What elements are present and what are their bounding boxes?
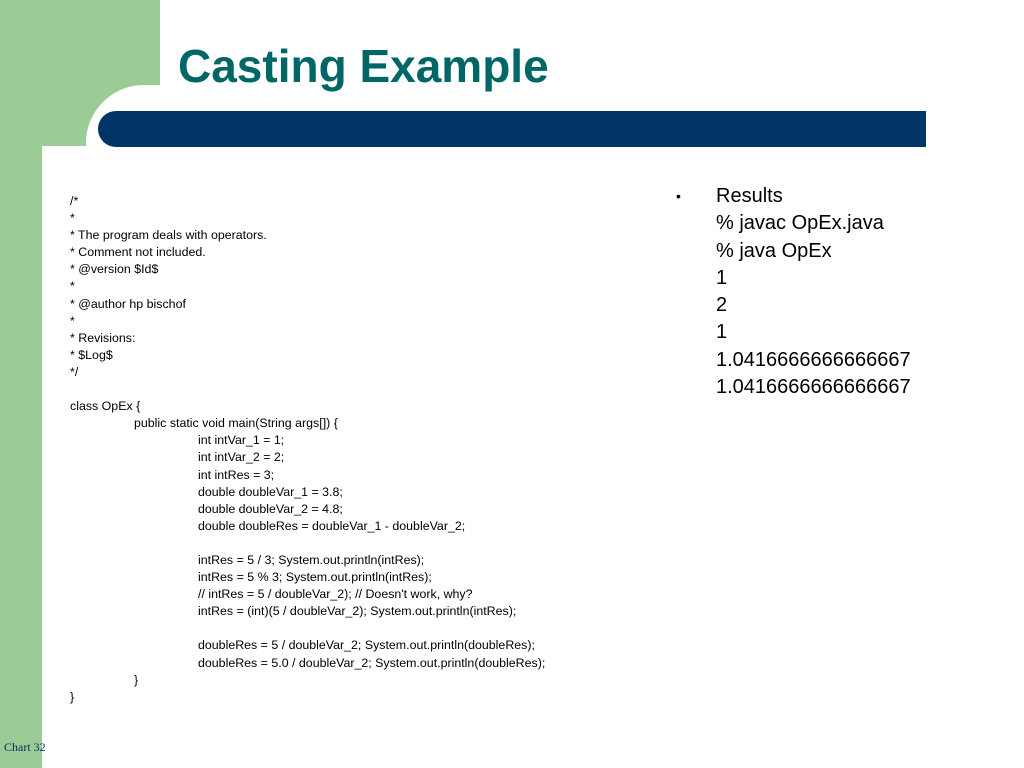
results-list xyxy=(676,183,911,401)
code-line: * @author hp bischof xyxy=(70,296,186,311)
code-line: double doubleRes = doubleVar_1 - doubleVar_2; xyxy=(70,518,466,533)
code-line: * The program deals with operators. xyxy=(70,228,267,243)
results-line: 1.0416666666666667 xyxy=(716,376,911,399)
code-line: class OpEx { xyxy=(70,399,141,414)
code-block xyxy=(70,193,545,706)
results-line: % javac OpEx.java xyxy=(716,212,884,235)
results-heading: Results xyxy=(716,185,783,207)
code-line: * xyxy=(70,313,75,328)
code-line: /* xyxy=(70,194,79,208)
code-line: * xyxy=(70,279,75,294)
code-line: int intVar_1 = 1; xyxy=(70,433,285,448)
slide-footer: Chart 32 xyxy=(4,740,46,754)
code-line: intRes = 5 % 3; System.out.println(intRes); xyxy=(70,570,432,585)
code-line: } xyxy=(70,689,75,704)
code-line: double doubleVar_2 = 4.8; xyxy=(70,501,343,516)
code-line: doubleRes = 5.0 / doubleVar_2; System.out.println(doubleRes); xyxy=(70,655,546,670)
results-line: 2 xyxy=(716,294,728,317)
slide-title: Casting Example xyxy=(178,40,549,92)
decorative-green-band-left xyxy=(0,0,42,768)
results-line: 1 xyxy=(716,321,728,344)
code-line: public static void main(String args[]) { xyxy=(70,416,338,431)
code-line: // intRes = 5 / doubleVar_2); // Doesn't work, why? xyxy=(70,587,473,602)
code-line: intRes = 5 / 3; System.out.println(intRes); xyxy=(70,552,425,567)
results-line: 1.0416666666666667 xyxy=(716,348,911,371)
code-line: * xyxy=(70,211,75,226)
code-line: intRes = (int)(5 / doubleVar_2); System.out.println(intRes); xyxy=(70,604,517,619)
bullet-icon: • xyxy=(676,188,681,204)
results-line: % java OpEx xyxy=(716,239,832,262)
code-line: int intRes = 3; xyxy=(70,467,275,482)
results-lines xyxy=(716,183,911,401)
code-line: int intVar_2 = 2; xyxy=(70,450,285,465)
code-line: * Revisions: xyxy=(70,330,136,345)
code-line: double doubleVar_1 = 3.8; xyxy=(70,484,343,499)
code-line: * @version $Id$ xyxy=(70,262,159,277)
code-line: * Comment not included. xyxy=(70,245,206,260)
code-line: */ xyxy=(70,364,79,379)
code-line: } xyxy=(70,672,139,687)
code-line: * $Log$ xyxy=(70,347,113,362)
results-line: 1 xyxy=(716,266,728,289)
code-line: doubleRes = 5 / doubleVar_2; System.out.println(doubleRes); xyxy=(70,638,535,653)
decorative-title-bar xyxy=(98,111,926,147)
